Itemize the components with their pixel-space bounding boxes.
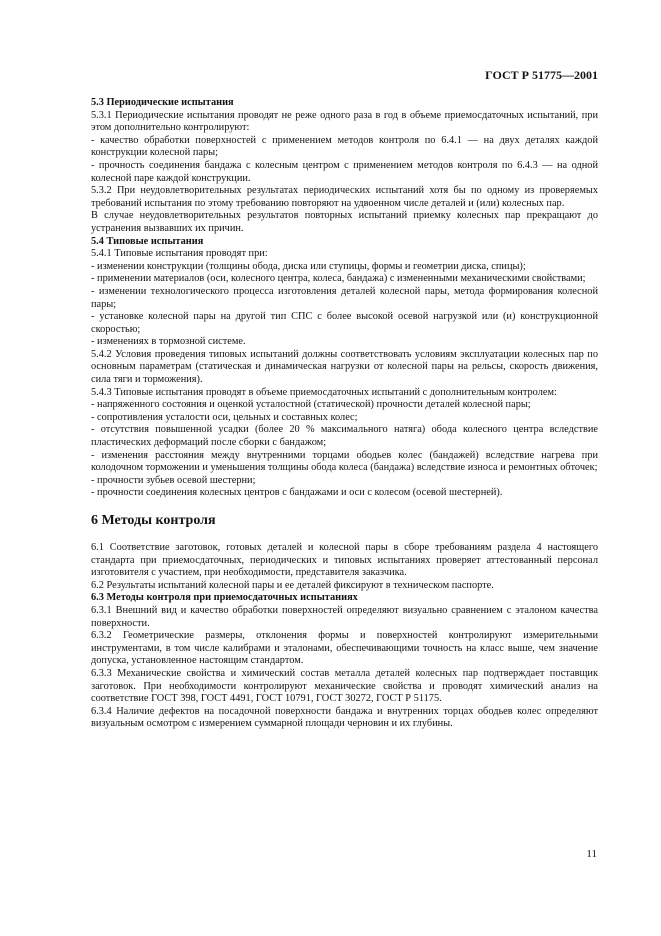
paragraph: 5.3.1 Периодические испытания проводят не реже одного раза в год в объеме приемосдаточных испытаний, при этом дополнительно контролируют: xyxy=(91,109,598,134)
paragraph: 6.3.4 Наличие дефектов на посадочной поверхности бандажа и внутренних торцах ободьев колес определяют визуальным осмотром с измерением суммарной площади черновин и их глубины. xyxy=(91,705,598,730)
section-heading-5-4: 5.4 Типовые испытания xyxy=(91,235,204,247)
paragraph: 5.3.2 При неудовлетворительных результатах периодических испытаний хотя бы по одному из проверяемых требований испытания по этому требованию повторяют на удвоенном числе деталей и (или) колесных пар. xyxy=(91,185,598,209)
section-heading-6-3: 6.3 Методы контроля при приемосдаточных испытаниях xyxy=(91,592,358,604)
paragraph: 6.3.3 Механические свойства и химический состав металла деталей колесных пар подтверждает поставщик заготовок. При необходимости контролируют механические свойства и проводят химический анализ на соответствие ГОСТ 398, ГОСТ 4491, ГОСТ 10791, ГОСТ 30272, ГОСТ Р 51175. xyxy=(91,667,598,705)
list-item: - прочность соединения бандажа с колесным центром с применением методов контроля по 6.4.3 — на одной колесной паре каждой конструкции. xyxy=(91,159,598,184)
list-item: - изменения расстояния между внутренними торцами ободьев колес (бандажей) вследствие нагрева при колодочном торможении и уменьшения толщины обода колеса (бандажа) вследствие износа и ремонтных обточек; xyxy=(91,449,598,474)
list-item: - изменении конструкции (толщины обода, диска или ступицы, формы и геометрии диска, спицы); xyxy=(91,260,526,272)
paragraph: 5.4.1 Типовые испытания проводят при: xyxy=(91,248,268,260)
paragraph: 5.4.2 Условия проведения типовых испытаний должны соответствовать условиям эксплуатации колесных пар по основным параметрам (статическая и динамическая нагрузки от колесной пары на рельсы, скорость движения, сила тяги и торможения). xyxy=(91,348,598,386)
page-content xyxy=(91,97,598,731)
section-heading-5-3: 5.3 Периодические испытания xyxy=(91,97,234,108)
page-number: 11 xyxy=(586,848,597,860)
section-heading-6: 6 Методы контроля xyxy=(91,513,216,528)
paragraph: 6.2 Результаты испытаний колесной пары и ее деталей фиксируют в техническом паспорте. xyxy=(91,579,494,591)
list-item: - установке колесной пары на другой тип СПС с более высокой осевой нагрузкой или (и) конструкционной скоростью; xyxy=(91,311,598,335)
list-item: - качество обработки поверхностей с применением методов контроля по 6.4.1 — на двух деталях каждой конструкции колесной пары; xyxy=(91,134,598,159)
paragraph: 6.3.1 Внешний вид и качество обработки поверхностей определяют визуально сравнением с эталоном качества поверхности. xyxy=(91,604,598,629)
list-item: - изменениях в тормозной системе. xyxy=(91,336,246,348)
paragraph: 5.4.3 Типовые испытания проводят в объеме приемосдаточных испытаний с дополнительным контролем: xyxy=(91,386,557,398)
list-item: - сопротивления усталости оси, цельных и составных колес; xyxy=(91,411,358,423)
list-item: - прочности зубьев осевой шестерни; xyxy=(91,474,256,486)
list-item: - применении материалов (оси, колесного центра, колеса, бандажа) с измененными механическими свойствами; xyxy=(91,273,586,285)
paragraph: 6.3.2 Геометрические размеры, отклонения формы и поверхностей контролируют измерительными инструментами, в том числе калибрами и эталонами, обеспечивающими точность на класс выше, чем значение допуска, установленное настоящим стандартом. xyxy=(91,630,598,667)
paragraph: 6.1 Соответствие заготовок, готовых деталей и колесной пары в сборе требованиям раздела 4 настоящего стандарта при приемосдаточных, периодических и типовых испытаниях проверяет аттестованный персонал изготовителя с участием, при необходимости, представителя заказчика. xyxy=(91,542,598,579)
list-item: - изменении технологического процесса изготовления деталей колесной пары, метода формирования колесной пары; xyxy=(91,285,598,310)
document-header: ГОСТ Р 51775—2001 xyxy=(485,68,598,82)
list-item: - прочности соединения колесных центров с бандажами и оси с колесом (осевой шестерней). xyxy=(91,487,503,499)
list-item: - напряженного состояния и оценкой усталостной (статической) прочности деталей колесной пары; xyxy=(91,399,531,411)
list-item: - отсутствия повышенной усадки (более 20 % максимального натяга) обода колесного центра вследствие пластических деформаций после сборки с бандажом; xyxy=(91,424,598,449)
paragraph: В случае неудовлетворительных результатов повторных испытаний приемку колесных пар прекращают до устранения вызвавших их причин. xyxy=(91,210,598,234)
